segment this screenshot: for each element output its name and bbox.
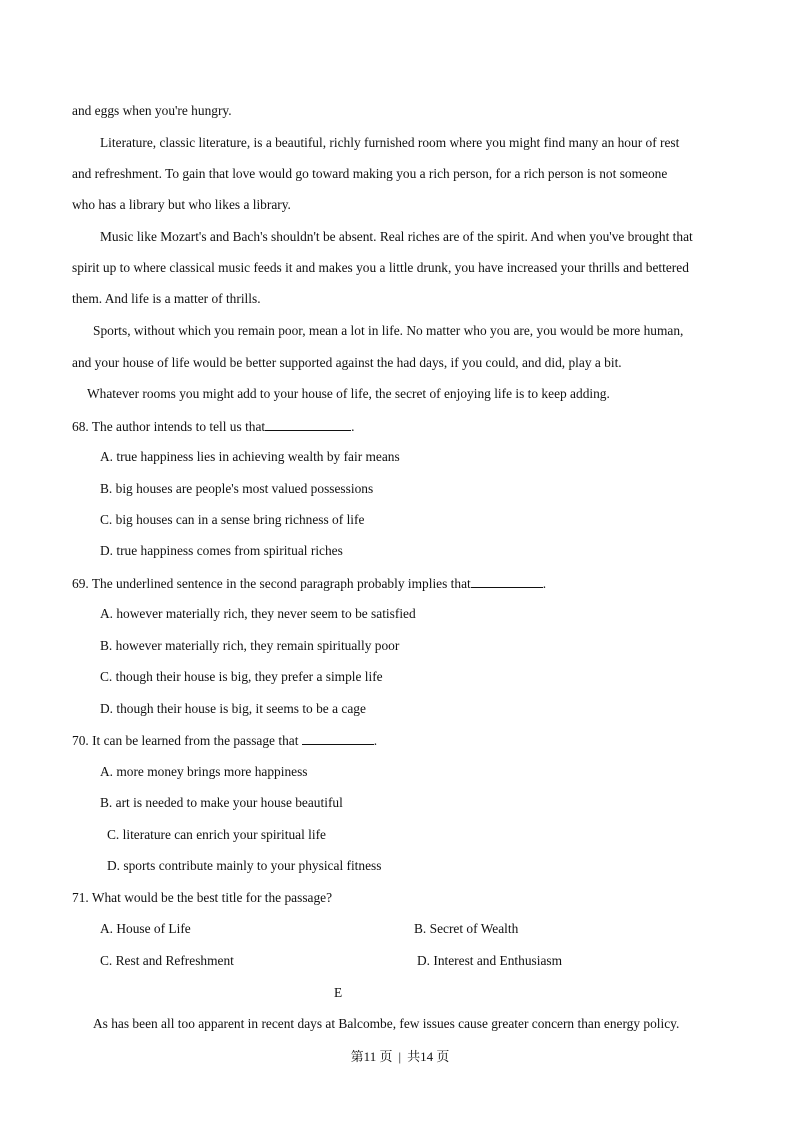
question-70-option-c: C. literature can enrich your spiritual life [107,827,327,842]
passage-line: Literature, classic literature, is a beautiful, richly furnished room where you might find many an hour of rest [100,135,680,150]
question-71-option-d: D. Interest and Enthusiasm [417,953,563,968]
question-stem-text: 68. The author intends to tell us that [72,419,266,434]
question-stem-end: . [542,576,547,591]
question-69-option-d: D. though their house is big, it seems to be a cage [100,701,366,716]
question-69-stem [72,575,546,592]
question-69-option-a: A. however materially rich, they never seem to be satisfied [100,606,416,621]
page-number: 第11 页 [350,1049,393,1064]
question-68-stem [72,418,355,435]
answer-blank [471,575,543,588]
question-71-option-a: A. House of Life [100,921,191,936]
question-stem-end: . [373,733,378,748]
passage-line: spirit up to where classical music feeds it and makes you a little drunk, you have increased your thrills and bettered [72,260,689,275]
question-71-option-c: C. Rest and Refreshment [100,953,234,968]
page-footer [0,1049,800,1065]
passage-line: Whatever rooms you might add to your house of life, the secret of enjoying life is to keep adding. [87,386,610,401]
question-stem-end: . [351,419,355,434]
question-71-option-b: B. Secret of Wealth [414,921,519,936]
footer-separator: | [398,1049,402,1064]
passage-line: and eggs when you're hungry. [72,103,232,118]
question-68-option-a: A. true happiness lies in achieving wealth by fair means [100,449,400,464]
question-stem-text: 69. The underlined sentence in the second paragraph probably implies that [72,576,471,591]
answer-blank [265,418,351,431]
question-69-option-c: C. though their house is big, they prefer a simple life [100,669,383,684]
passage-line: and your house of life would be better supported against the had days, if you could, and did, play a bit. [72,355,622,370]
passage-line: them. And life is a matter of thrills. [72,291,261,306]
question-71-stem: 71. What would be the best title for the passage? [72,890,333,905]
question-70-option-a: A. more money brings more happiness [100,764,308,779]
question-68-option-d: D. true happiness comes from spiritual riches [100,543,343,558]
passage-line: and refreshment. To gain that love would go toward making you a rich person, for a rich person is not someone [72,166,668,181]
passage-line: As has been all too apparent in recent days at Balcombe, few issues cause greater concern than energy policy. [93,1016,680,1031]
question-68-option-c: C. big houses can in a sense bring richness of life [100,512,365,527]
section-heading: E [334,985,343,1000]
passage-line: who has a library but who likes a library. [72,197,291,212]
question-68-option-b: B. big houses are people's most valued possessions [100,481,374,496]
question-70-option-b: B. art is needed to make your house beautiful [100,795,343,810]
question-stem-text: 70. It can be learned from the passage that [72,733,302,748]
question-70-option-d: D. sports contribute mainly to your physical fitness [107,858,382,873]
passage-line: Music like Mozart's and Bach's shouldn't be absent. Real riches are of the spirit. And when you've brought that [100,229,693,244]
answer-blank [302,732,374,745]
passage-line: Sports, without which you remain poor, mean a lot in life. No matter who you are, you would be more human, [93,323,684,338]
question-70-stem [72,732,377,749]
question-69-option-b: B. however materially rich, they remain spiritually poor [100,638,400,653]
page-total: 共14 页 [407,1049,450,1064]
